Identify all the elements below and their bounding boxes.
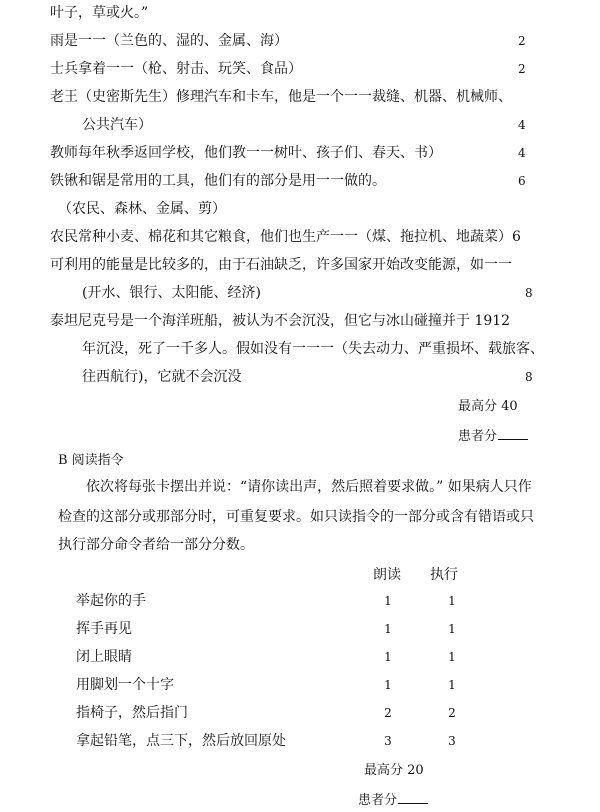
- text-line: （农民、森林、金属、剪）: [58, 201, 226, 217]
- text-line: 士兵拿着一一（枪、射击、玩笑、食品）: [50, 61, 302, 77]
- score-value: 2: [518, 62, 526, 76]
- text-line: 叶子，草或火。”: [50, 5, 149, 21]
- score-value: 8: [525, 370, 533, 384]
- text-line: 泰坦尼克号是一个海洋班船，被认为不会沉没，但它与冰山碰撞并于 1912: [50, 313, 511, 329]
- read-score: 1: [384, 622, 392, 636]
- max-score-label: 最高分 40: [458, 399, 518, 414]
- exec-score: 1: [448, 622, 456, 636]
- section-heading: B 阅读指令: [58, 453, 124, 468]
- text-line: 公共汽车）: [82, 117, 152, 133]
- instruction-line: 依次将每张卡摆出并说：“请你读出声，然后照着要求做。” 如果病人只作: [86, 479, 532, 495]
- text-line: 教师每年秋季返回学校，他们教一一树叶、孩子们、春天、书）: [50, 145, 442, 161]
- score-value: 6: [518, 174, 526, 188]
- column-header-read: 朗读: [373, 567, 401, 583]
- task-label: 拿起铅笔，点三下，然后放回原处: [76, 733, 286, 749]
- score-value: 8: [525, 286, 533, 300]
- text-line: 年沉没，死了一千多人。假如没有一一一（失去动力、严重损坏、载旅客、: [82, 341, 544, 357]
- exec-score: 1: [448, 650, 456, 664]
- text-line: 铁锹和锯是常用的工具，他们有的部分是用一一做的。: [50, 173, 386, 189]
- instruction-line: 执行部分命令者给一部分分数。: [58, 537, 254, 553]
- text-line: 农民常种小麦、棉花和其它粮食，他们也生产一一（煤、拖拉机、地蔬菜）6: [50, 229, 521, 245]
- score-value: 4: [518, 146, 526, 160]
- text-line: 老王（史密斯先生）修理汽车和卡车，他是一个一一裁缝、机器、机械师、: [50, 89, 512, 105]
- read-score: 1: [384, 594, 392, 608]
- column-header-exec: 执行: [430, 567, 458, 583]
- text-line: 可利用的能量是比较多的，由于石油缺乏，许多国家开始改变能源，如一一: [50, 257, 512, 273]
- text-line: 雨是一一（兰色的、湿的、金属、海）: [50, 33, 288, 49]
- score-value: 2: [518, 34, 526, 48]
- task-label: 指椅子，然后指门: [76, 705, 188, 721]
- read-score: 1: [384, 678, 392, 692]
- exec-score: 2: [448, 706, 456, 720]
- max-score-label: 最高分 20: [364, 763, 424, 778]
- exec-score: 1: [448, 594, 456, 608]
- text-line: 往西航行)，它就不会沉没: [82, 369, 242, 385]
- patient-score-label: 患者分: [358, 793, 398, 808]
- score-value: 4: [518, 118, 526, 132]
- exec-score: 1: [448, 678, 456, 692]
- instruction-line: 检查的这部分或那部分时，可重复要求。如只读指令的一部分或含有错语或只: [58, 509, 534, 525]
- read-score: 3: [384, 734, 392, 748]
- task-label: 用脚划一个十字: [76, 677, 174, 693]
- task-label: 闭上眼睛: [76, 649, 132, 665]
- text-line: (开水、银行、太阳能、经济): [82, 285, 261, 301]
- read-score: 1: [384, 650, 392, 664]
- patient-score-field: [458, 426, 528, 446]
- patient-score-label: 患者分: [458, 429, 498, 444]
- task-label: 挥手再见: [76, 621, 132, 637]
- score-blank: [498, 426, 528, 440]
- score-blank: [398, 790, 428, 804]
- read-score: 2: [384, 706, 392, 720]
- patient-score-field: [358, 790, 428, 810]
- task-label: 举起你的手: [76, 593, 146, 609]
- exec-score: 3: [448, 734, 456, 748]
